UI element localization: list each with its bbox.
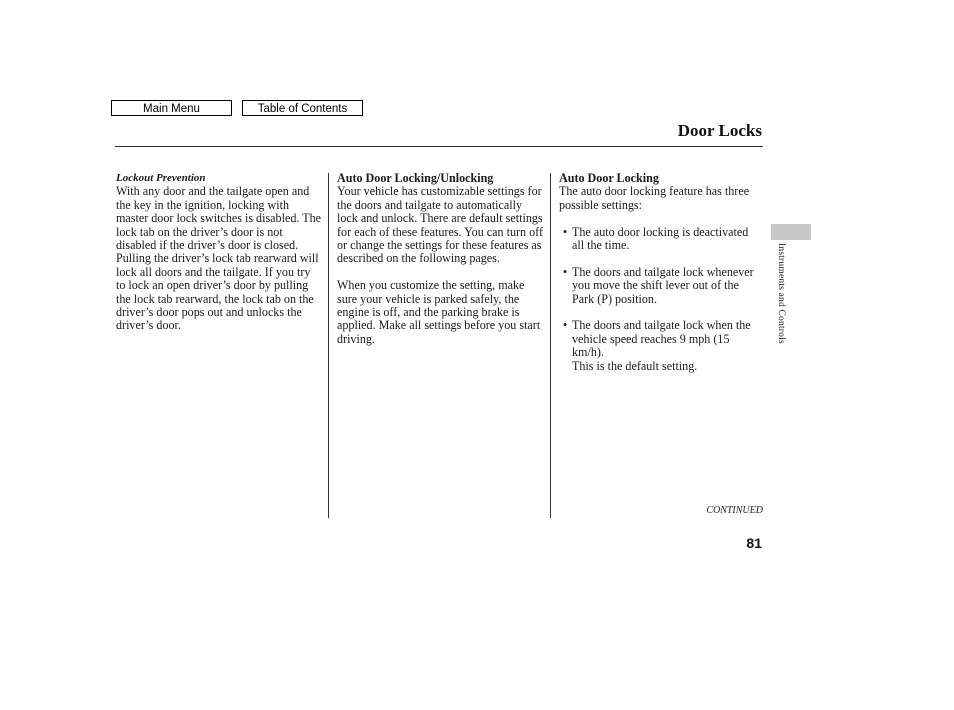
- page-number: 81: [746, 535, 762, 551]
- title-divider: [115, 146, 763, 147]
- column-auto-door-locking-unlocking: [337, 172, 543, 346]
- section-body: With any door and the tailgate open and the key in the ignition, locking with master door lock switches is disabled. The lock tab on the driver’s door is not disabled if the driver’s door is closed. Pulling the driver’s lock tab rearward will lock all doors and the tailgate. If you try to lock an open driver’s door by pulling the lock tab rearward, the lock tab on the driver’s door pops out and unlocks the driver’s door.: [116, 184, 321, 333]
- section-paragraph: When you customize the setting, make sure your vehicle is parked safely, the engine is off, and the parking brake is applied. Make all settings before you start driving.: [337, 278, 541, 346]
- section-tab-label: Instruments and Controls: [776, 243, 786, 344]
- list-item: [559, 226, 763, 253]
- default-setting-note: This is the default setting.: [572, 358, 698, 373]
- page-title: Door Locks: [677, 121, 762, 140]
- list-item-text: The doors and tailgate lock when the vehicle speed reaches 9 mph (15 km/h).: [572, 318, 751, 360]
- table-of-contents-button[interactable]: Table of Contents: [242, 100, 363, 116]
- bullet-icon: •: [563, 224, 568, 239]
- list-item-text: The doors and tailgate lock whenever you move the shift lever out of the Park (P) position.: [572, 264, 754, 306]
- list-item: [559, 266, 763, 306]
- section-heading: Auto Door Locking/Unlocking: [337, 171, 494, 185]
- bullet-icon: •: [563, 318, 568, 333]
- list-item: [559, 319, 763, 373]
- list-item-text: The auto door locking is deactivated all the time.: [572, 224, 749, 253]
- section-heading: Auto Door Locking: [559, 171, 659, 185]
- section-tab-marker: [771, 224, 811, 240]
- column-lockout-prevention: [116, 172, 322, 333]
- section-heading: Lockout Prevention: [116, 172, 206, 184]
- column-divider: [550, 173, 551, 518]
- column-divider: [328, 173, 329, 518]
- bullet-icon: •: [563, 264, 568, 279]
- section-intro: The auto door locking feature has three possible settings:: [559, 184, 750, 212]
- column-auto-door-locking: [559, 172, 763, 373]
- continued-label: CONTINUED: [706, 505, 763, 516]
- main-menu-button[interactable]: Main Menu: [111, 100, 232, 116]
- section-paragraph: Your vehicle has customizable settings for the doors and tailgate to automatically lock and unlock. There are default settings for each of these features. You can turn off or change the settings for these features as described on the following pages.: [337, 184, 543, 266]
